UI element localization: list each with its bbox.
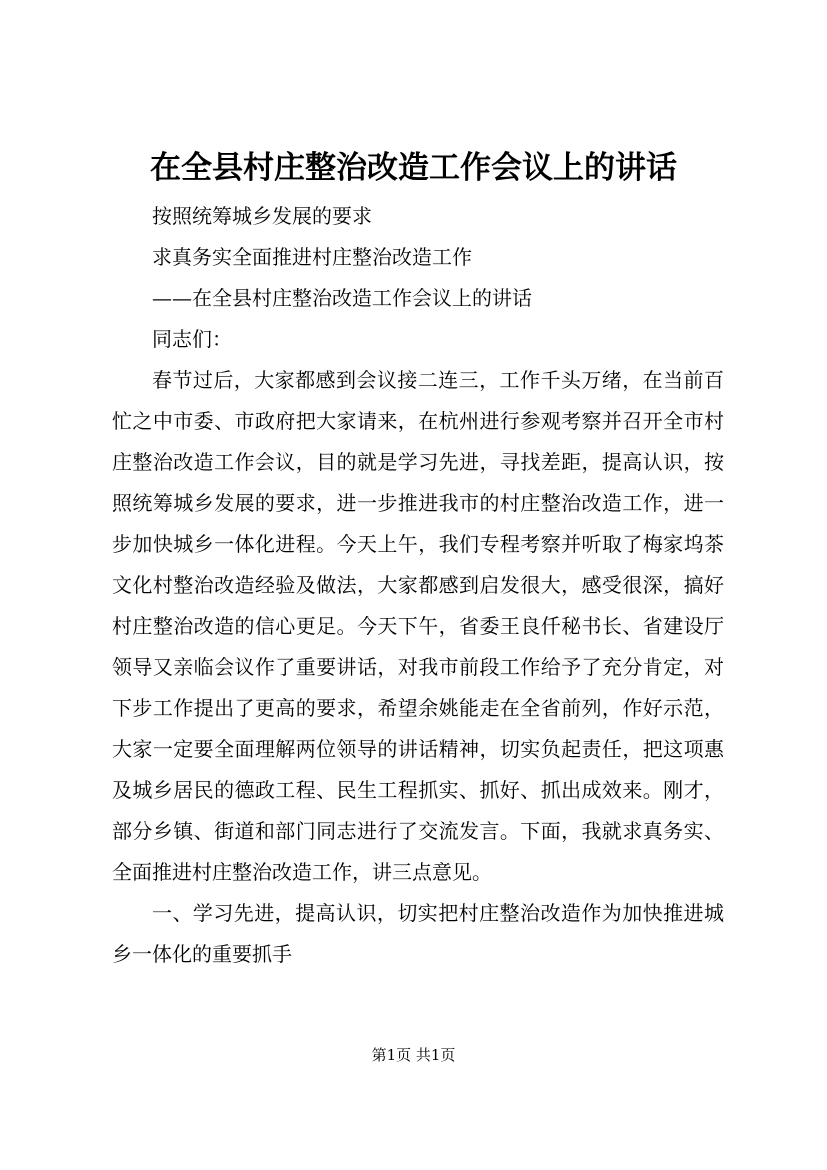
section-heading-1: 一、学习先进，提高认识，切实把村庄整治改造作为加快推进城乡一体化的重要抓手 <box>112 901 724 966</box>
document-body <box>112 196 724 975</box>
salutation: 同志们： <box>152 327 232 351</box>
subtitle-line-2: 求真务实全面推进村庄整治改造工作 <box>152 245 472 269</box>
subtitle-line-1: 按照统筹城乡发展的要求 <box>152 204 372 228</box>
document-title: 在全县村庄整治改造工作会议上的讲话 <box>150 150 677 186</box>
subtitle-line-3: ——在全县村庄整治改造工作会议上的讲话 <box>152 286 532 310</box>
page-footer: 第1页 共1页 <box>371 1046 456 1064</box>
body-paragraph-1: 春节过后，大家都感到会议接二连三，工作千头万绪，在当前百忙之中市委、市政府把大家请来，在杭州进行参观考察并召开全市村庄整治改造工作会议，目的就是学习先进，寻找差距，提高认识，按照统筹城乡发展的要求，进一步推进我市的村庄整治改造工作，进一步加快城乡一体化进程。今天上午，我们专程考察并听取了梅家坞茶文化村整治改造经验及做法，大家都感到启发很大，感受很深，搞好村庄整治改造的信心更足。今天下午，省委王良仟秘书长、省建设厅领导又亲临会议作了重要讲话，对我市前段工作给予了充分肯定，对下步工作提出了更高的要求，希望余姚能走在全省前列，作好示范，大家一定要全面理解两位领导的讲话精神，切实负起责任，把这项惠及城乡居民的德政工程、民生工程抓实、抓好、抓出成效来。刚才，部分乡镇、街道和部门同志进行了交流发言。下面，我就求真务实、全面推进村庄整治改造工作，讲三点意见。 <box>112 368 724 884</box>
